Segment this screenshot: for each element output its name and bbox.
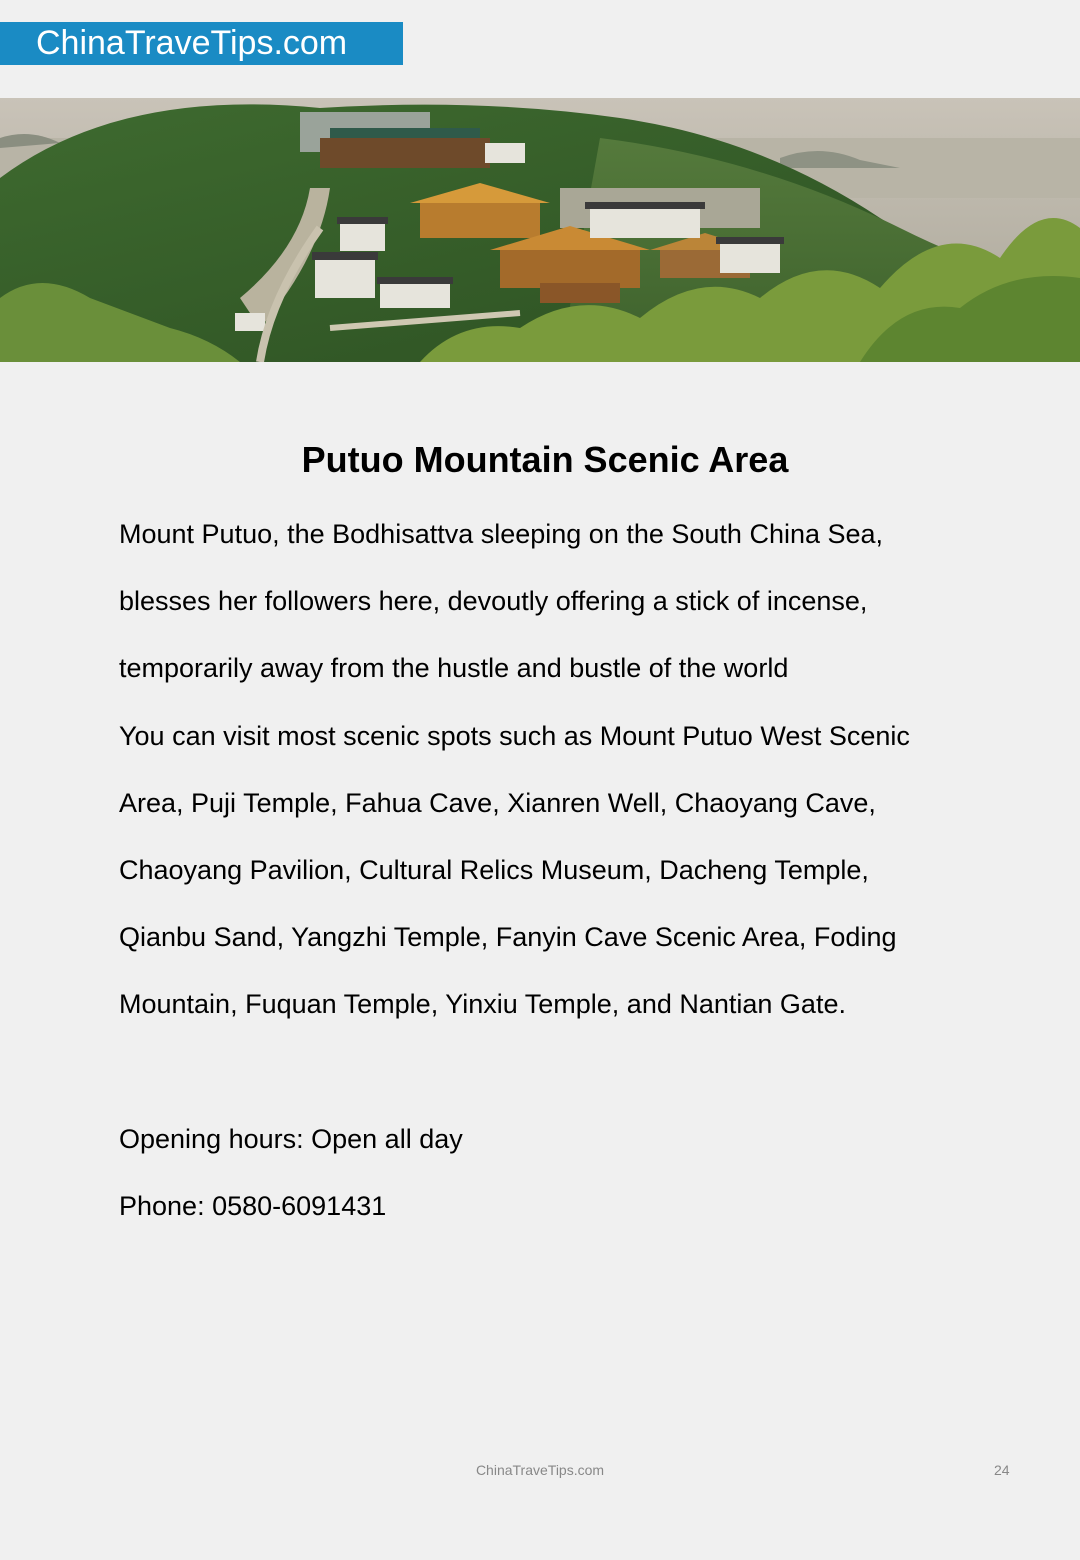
body-line: temporarily away from the hustle and bustle of the world (119, 653, 789, 683)
body-line: Mount Putuo, the Bodhisattva sleeping on the South China Sea, (119, 519, 884, 549)
body-line: Qianbu Sand, Yangzhi Temple, Fanyin Cave Scenic Area, Foding (119, 922, 897, 952)
body-line: blesses her followers here, devoutly offering a stick of incense, (119, 586, 868, 616)
phone-number: Phone: 0580-6091431 (119, 1191, 387, 1221)
temple-landscape-image (0, 98, 1080, 362)
opening-hours: Opening hours: Open all day (119, 1124, 463, 1154)
body-line: You can visit most scenic spots such as Mount Putuo West Scenic (119, 721, 910, 751)
body-line: Mountain, Fuquan Temple, Yinxiu Temple, and Nantian Gate. (119, 989, 846, 1019)
body-line: Chaoyang Pavilion, Cultural Relics Museum, Dacheng Temple, (119, 855, 869, 885)
footer-site-name: ChinaTraveTips.com (475, 1462, 605, 1478)
hero-photo (0, 98, 1080, 362)
page-title: Putuo Mountain Scenic Area (301, 439, 789, 480)
body-line: Area, Puji Temple, Fahua Cave, Xianren Well, Chaoyang Cave, (119, 788, 876, 818)
brand-banner: ChinaTraveTips.com (0, 22, 403, 65)
page-number: 24 (994, 1462, 1010, 1478)
